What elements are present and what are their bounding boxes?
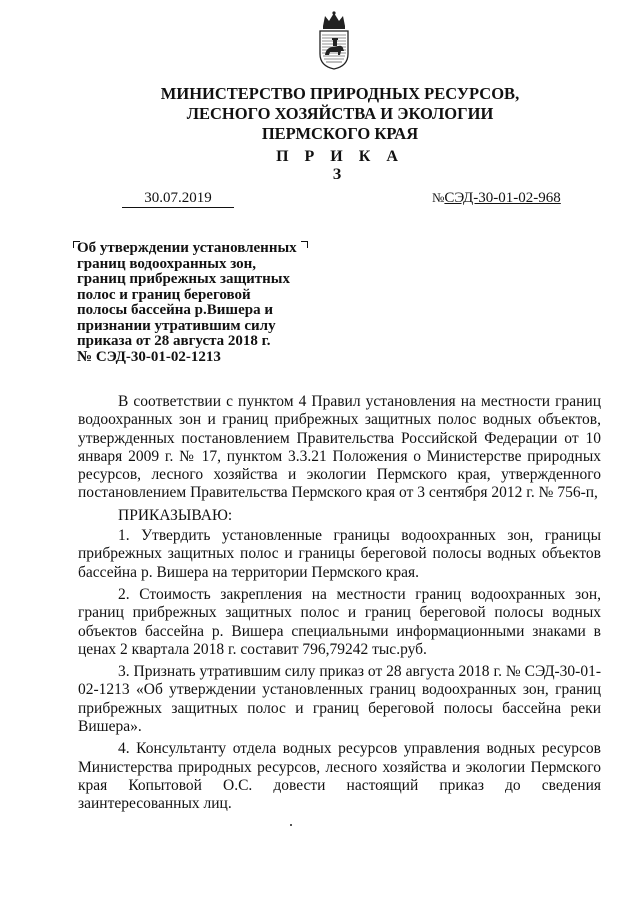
order-title: П Р И К А З bbox=[276, 148, 404, 183]
order-subject bbox=[77, 241, 317, 365]
order-date: 30.07.2019 bbox=[122, 189, 234, 208]
preamble-paragraph: В соответствии с пунктом 4 Правил установления на местности границ водоохранных зон и границ прибрежных защитных полос водных объектов, утвержденных постановлением Правительства Российской Федерации от 10 января 2009 г. № 17, пунктом 3.3.21 Положения о Министерстве природных ресурсов, лесного хозяйства и экологии Пермского края, утвержденного постановлением Правительства Пермского края от 3 сентября 2012 г. № 756-п, bbox=[78, 393, 601, 502]
order-body bbox=[78, 393, 601, 818]
ministry-line: ПЕРМСКОГО КРАЯ bbox=[261, 124, 419, 143]
order-item: 1. Утвердить установленные границы водоохранных зон, границы прибрежных защитных полос и границы береговой полосы водных объектов бассейна р. Вишера на территории Пермского края. bbox=[78, 527, 601, 581]
subject-line: полос и границ береговой bbox=[77, 286, 251, 303]
order-item: 4. Консультанту отдела водных ресурсов управления водных ресурсов Министерства природных ресурсов, лесного хозяйства и экологии Пермского края Копытовой О.С. довести настоящий приказ до сведения заинтересованных лиц. bbox=[78, 740, 601, 813]
subject-line: Об утверждении установленных bbox=[77, 240, 297, 256]
order-item: 3. Признать утратившим силу приказ от 28 августа 2018 г. № СЭД-30-01-02-1213 «Об утверждении установленных границ водоохранных зон, границ прибрежных защитных полос и границ береговой полосы бассейна реки Вишера». bbox=[78, 663, 601, 736]
coat-of-arms-icon bbox=[314, 10, 354, 70]
number-sign: № bbox=[432, 190, 445, 205]
ministry-header bbox=[120, 84, 560, 144]
scan-speck bbox=[290, 824, 292, 826]
order-item: 2. Стоимость закрепления на местности границ водоохранных зон, границ прибрежных защитных полос и границ береговой полосы водных объектов бассейна р. Вишера специальными информационными знаками в ценах 2 квартала 2018 г. составит 796,79242 тыс.руб. bbox=[78, 585, 601, 658]
ministry-line: ЛЕСНОГО ХОЗЯЙСТВА И ЭКОЛОГИИ bbox=[186, 104, 494, 123]
decree-heading: ПРИКАЗЫВАЮ: bbox=[118, 506, 233, 524]
order-number bbox=[432, 189, 561, 207]
subject-line: признании утратившим силу bbox=[77, 317, 276, 334]
number-value: СЭД-30-01-02-968 bbox=[444, 190, 561, 206]
subject-line: № СЭД-30-01-02-1213 bbox=[77, 348, 221, 365]
ministry-line: МИНИСТЕРСТВО ПРИРОДНЫХ РЕСУРСОВ, bbox=[160, 84, 520, 103]
subject-line: приказа от 28 августа 2018 г. bbox=[77, 333, 271, 349]
subject-line: границ водоохранных зон, bbox=[77, 255, 257, 272]
subject-line: границ прибрежных защитных bbox=[77, 271, 290, 287]
subject-line: полосы бассейна р.Вишера и bbox=[77, 302, 273, 318]
